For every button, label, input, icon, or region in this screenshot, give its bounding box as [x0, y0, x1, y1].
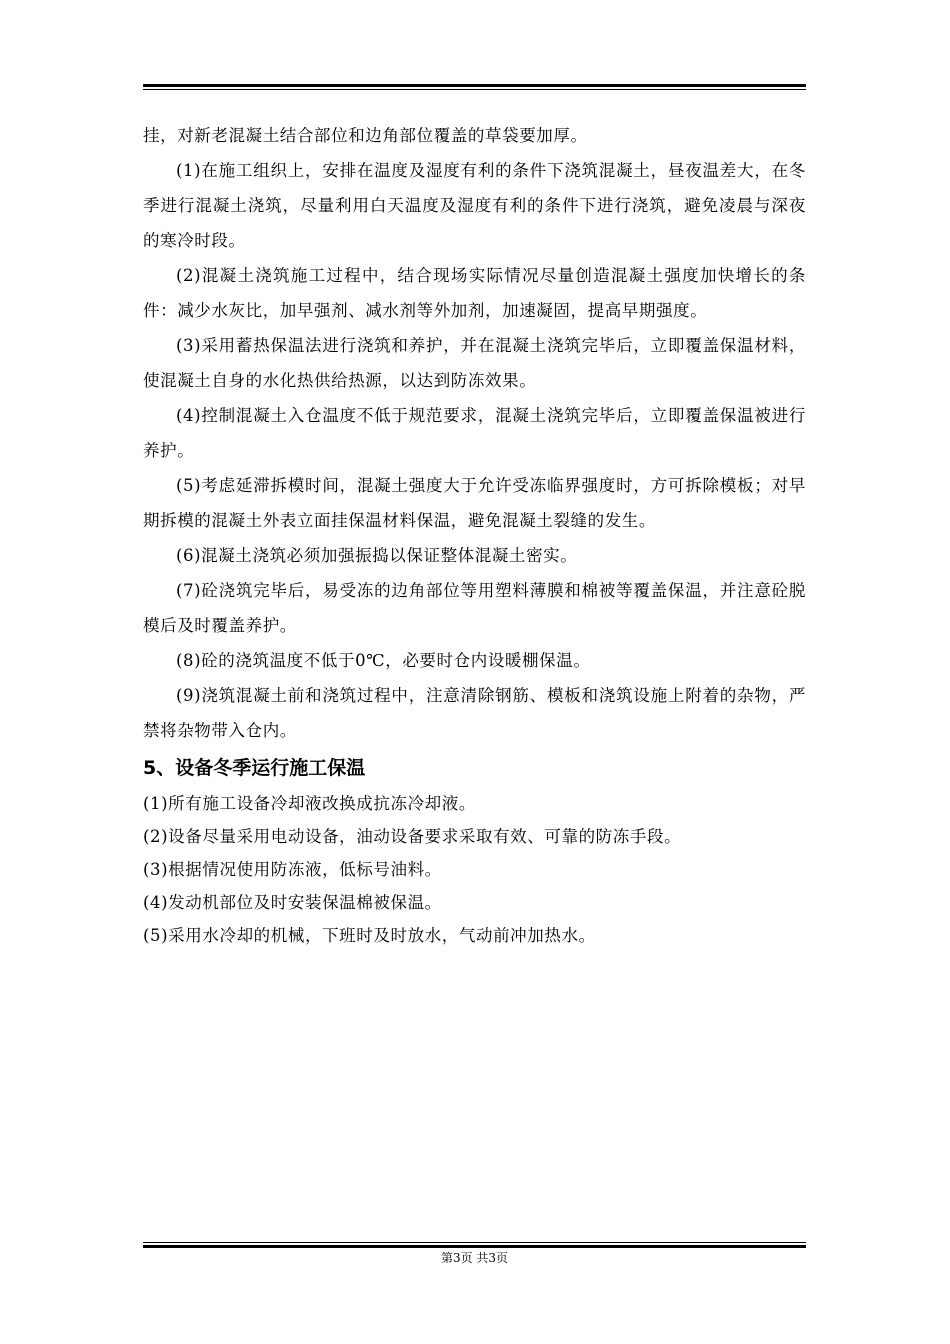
- footer-rule-thin: [143, 1242, 806, 1243]
- section-heading: 5、设备冬季运行施工保温: [143, 757, 366, 779]
- paragraph-item-5: (5)考虑延滞拆模时间，混凝土强度大于允许受冻临界强度时，方可拆除模板；对早期拆模的混凝土外表立面挂保温材料保温，避免混凝土裂缝的发生。: [143, 476, 806, 530]
- paragraph-item-9: (9)浇筑混凝土前和浇筑过程中，注意清除钢筋、模板和浇筑设施上附着的杂物，严禁将杂物带入仓内。: [143, 686, 806, 740]
- page-body: [143, 118, 806, 952]
- paragraph-item-3: (3)采用蓄热保温法进行浇筑和养护，并在混凝土浇筑完毕后，立即覆盖保温材料，使混凝土自身的水化热供给热源，以达到防冻效果。: [143, 336, 806, 390]
- list-item: (4)发动机部位及时安装保温棉被保温。: [143, 893, 442, 912]
- paragraph-item-6: (6)混凝土浇筑必须加强振捣以保证整体混凝土密实。: [176, 546, 578, 565]
- list-item: (3)根据情况使用防冻液，低标号油料。: [143, 860, 442, 879]
- paragraph-item-7: (7)砼浇筑完毕后，易受冻的边角部位等用塑料薄膜和棉被等覆盖保温，并注意砼脱模后及时覆盖养护。: [143, 581, 806, 635]
- page-number: 第3页 共3页: [440, 1251, 509, 1265]
- header-rule-thin: [143, 89, 806, 90]
- paragraph-item-4: (4)控制混凝土入仓温度不低于规范要求，混凝土浇筑完毕后，立即覆盖保温被进行养护。: [143, 406, 806, 460]
- list-item: (2)设备尽量采用电动设备，油动设备要求采取有效、可靠的防冻手段。: [143, 827, 682, 846]
- list-item: (1)所有施工设备冷却液改换成抗冻冷却液。: [143, 794, 476, 813]
- paragraph-continuation: 挂，对新老混凝土结合部位和边角部位覆盖的草袋要加厚。: [143, 126, 588, 145]
- header-rule: [143, 84, 806, 87]
- footer-rule: [143, 1245, 806, 1248]
- paragraph-item-1: (1)在施工组织上，安排在温度及湿度有利的条件下浇筑混凝土，昼夜温差大，在冬季进行混凝土浇筑，尽量利用白天温度及湿度有利的条件下进行浇筑，避免凌晨与深夜的寒冷时段。: [143, 161, 806, 250]
- paragraph-item-8: (8)砼的浇筑温度不低于0℃，必要时仓内设暖棚保温。: [176, 651, 591, 670]
- paragraph-item-2: (2)混凝土浇筑施工过程中，结合现场实际情况尽量创造混凝土强度加快增长的条件：减少水灰比，加早强剂、减水剂等外加剂，加速凝固，提高早期强度。: [143, 266, 806, 320]
- list-item: (5)采用水冷却的机械，下班时及时放水，气动前冲加热水。: [143, 926, 596, 945]
